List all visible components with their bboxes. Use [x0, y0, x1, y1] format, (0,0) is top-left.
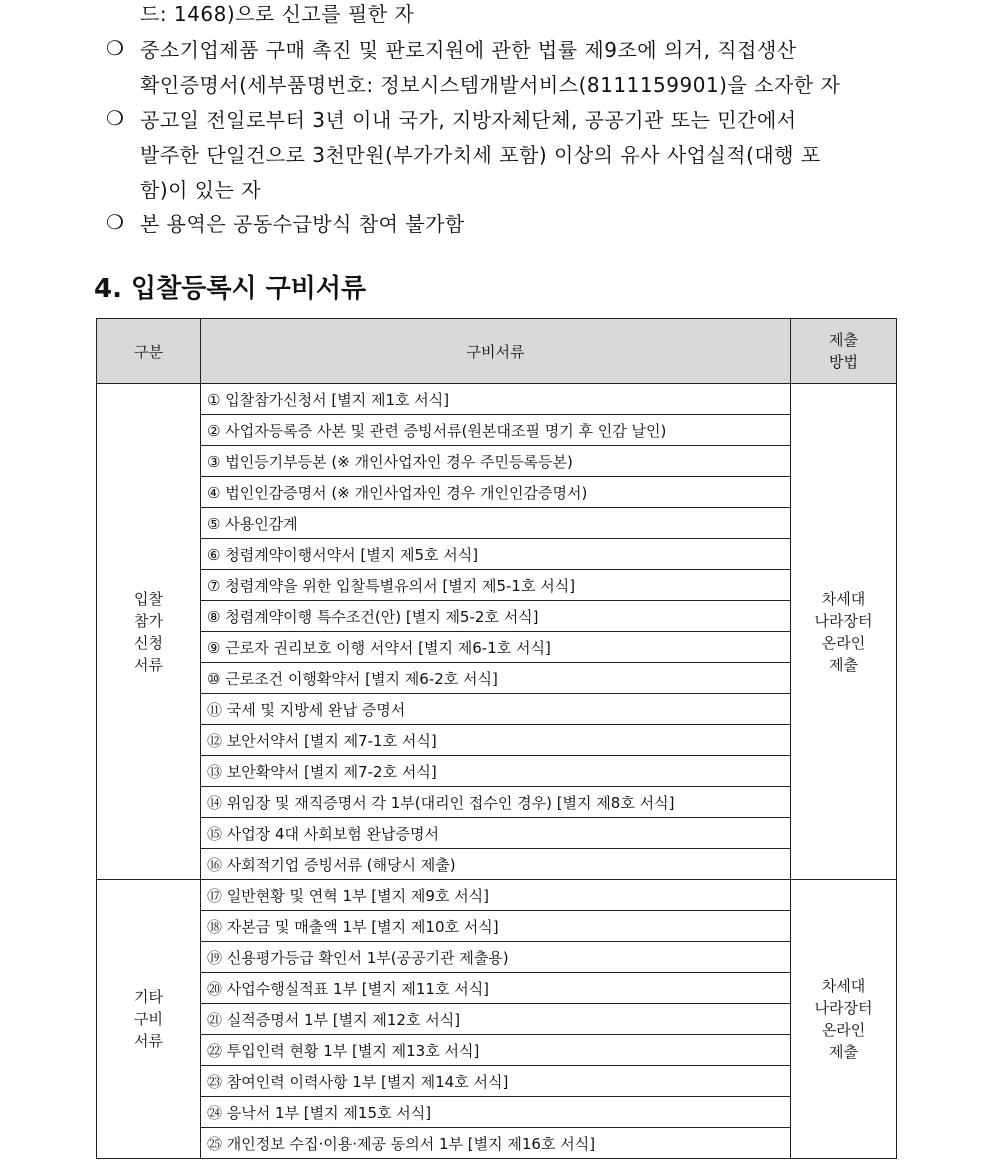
table-row [97, 415, 897, 446]
document-item: ⑦ 청렴계약을 위한 입찰특별유의서 [별지 제5-1호 서식] [201, 570, 791, 601]
document-item: ⑰ 일반현황 및 연혁 1부 [별지 제9호 서식] [201, 880, 791, 911]
table-row [97, 446, 897, 477]
document-item: ⑮ 사업장 4대 사회보험 완납증명서 [201, 818, 791, 849]
document-item: ⑭ 위임장 및 재직증명서 각 1부(대리인 접수인 경우) [별지 제8호 서식] [201, 787, 791, 818]
table-row [97, 663, 897, 694]
section-heading: 4. 입찰등록시 구비서류 [94, 274, 367, 304]
table-row [97, 725, 897, 756]
document-item: ③ 법인등기부등본 (※ 개인사업자인 경우 주민등록등본) [201, 446, 791, 477]
bullet-text-line: 공고일 전일로부터 3년 이내 국가, 지방자체단체, 공공기관 또는 민간에서 [140, 108, 797, 132]
table-row [97, 973, 897, 1004]
bullet-circle-icon: ❍ [106, 210, 124, 234]
bullet-text-line: 본 용역은 공동수급방식 참여 불가함 [140, 212, 465, 236]
table-header-row [97, 319, 897, 384]
document-item: ⑪ 국세 및 지방세 완납 증명서 [201, 694, 791, 725]
table-row [97, 539, 897, 570]
submission-method-cell: 차세대 나라장터 온라인 제출 [791, 384, 897, 880]
bullet-circle-icon: ❍ [106, 36, 124, 60]
table-row [97, 384, 897, 415]
document-item: ㉓ 참여인력 이력사항 1부 [별지 제14호 서식] [201, 1066, 791, 1097]
document-item: ⑫ 보안서약서 [별지 제7-1호 서식] [201, 725, 791, 756]
document-item: ⑯ 사회적기업 증빙서류 (해당시 제출) [201, 849, 791, 880]
header-category: 구분 [97, 319, 201, 384]
document-item: ④ 법인인감증명서 (※ 개인사업자인 경우 개인인감증명서) [201, 477, 791, 508]
category-cell: 입찰 참가 신청 서류 [97, 384, 201, 880]
document-item: ⑬ 보안확약서 [별지 제7-2호 서식] [201, 756, 791, 787]
required-documents-table [96, 318, 897, 1159]
document-item: ㉔ 응낙서 1부 [별지 제15호 서식] [201, 1097, 791, 1128]
bullet-text-line: 발주한 단일건으로 3천만원(부가가치세 포함) 이상의 유사 사업실적(대행 포 [140, 143, 821, 167]
table-row [97, 880, 897, 911]
submission-method-cell: 차세대 나라장터 온라인 제출 [791, 880, 897, 1159]
category-cell: 기타 구비 서류 [97, 880, 201, 1159]
document-item: ② 사업자등록증 사본 및 관련 증빙서류(원본대조필 명기 후 인감 날인) [201, 415, 791, 446]
table-row [97, 818, 897, 849]
document-item: ㉒ 투입인력 현황 1부 [별지 제13호 서식] [201, 1035, 791, 1066]
table-row [97, 1097, 897, 1128]
document-item: ⑲ 신용평가등급 확인서 1부(공공기관 제출용) [201, 942, 791, 973]
table-row [97, 1128, 897, 1159]
table-row [97, 787, 897, 818]
document-item: ⑤ 사용인감계 [201, 508, 791, 539]
document-item: ⑥ 청렴계약이행서약서 [별지 제5호 서식] [201, 539, 791, 570]
bullet-text-line: 확인증명서(세부품명번호: 정보시스템개발서비스(8111159901)을 소자한 자 [140, 73, 841, 97]
document-item: ⑳ 사업수행실적표 1부 [별지 제11호 서식] [201, 973, 791, 1004]
continued-text-line: 드: 1468)으로 신고를 필한 자 [140, 2, 415, 26]
table-row [97, 756, 897, 787]
document-item: ⑨ 근로자 권리보호 이행 서약서 [별지 제6-1호 서식] [201, 632, 791, 663]
bullet-text-line: 중소기업제품 구매 촉진 및 판로지원에 관한 법률 제9조에 의거, 직접생산 [140, 38, 797, 62]
table-row [97, 570, 897, 601]
table-row [97, 1066, 897, 1097]
document-item: ① 입찰참가신청서 [별지 제1호 서식] [201, 384, 791, 415]
document-item: ⑱ 자본금 및 매출액 1부 [별지 제10호 서식] [201, 911, 791, 942]
header-method: 제출 방법 [791, 319, 897, 384]
table-row [97, 632, 897, 663]
table-row [97, 601, 897, 632]
document-item: ㉑ 실적증명서 1부 [별지 제12호 서식] [201, 1004, 791, 1035]
bullet-circle-icon: ❍ [106, 106, 124, 130]
document-item: ⑩ 근로조건 이행확약서 [별지 제6-2호 서식] [201, 663, 791, 694]
header-documents: 구비서류 [201, 319, 791, 384]
table-row [97, 1035, 897, 1066]
table-row [97, 942, 897, 973]
table-row [97, 477, 897, 508]
document-item: ㉕ 개인정보 수집·이용·제공 동의서 1부 [별지 제16호 서식] [201, 1128, 791, 1159]
table-row [97, 1004, 897, 1035]
table-row [97, 911, 897, 942]
table-row [97, 849, 897, 880]
bullet-text-line: 함)이 있는 자 [140, 178, 262, 202]
document-item: ⑧ 청렴계약이행 특수조건(안) [별지 제5-2호 서식] [201, 601, 791, 632]
table-row [97, 508, 897, 539]
table-row [97, 694, 897, 725]
